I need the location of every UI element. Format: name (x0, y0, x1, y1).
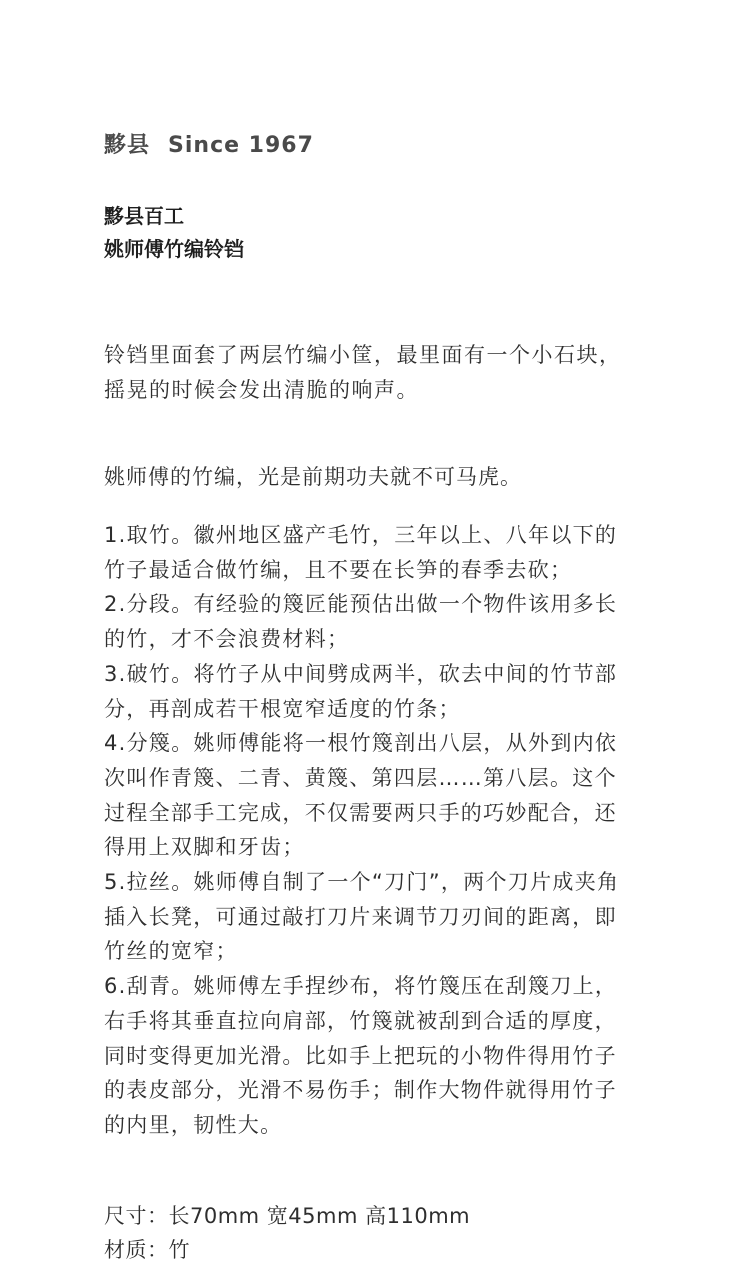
step-item: 3.破竹。将竹子从中间劈成两半，砍去中间的竹节部分，再剖成若干根宽窄适度的竹条； (104, 661, 618, 721)
process-steps (104, 518, 634, 1143)
title-line-1: 黟县百工 (104, 204, 184, 228)
step-item: 1.取竹。徽州地区盛产毛竹，三年以上、八年以下的竹子最适合做竹编，且不要在长笋的春季去砍； (104, 523, 618, 582)
intro-paragraph: 铃铛里面套了两层竹编小筐，最里面有一个小石块，摇晃的时候会发出清脆的响声。 (104, 343, 622, 402)
step-item: 5.拉丝。姚师傅自制了一个“刀门”，两个刀片成夹角插入长凳，可通过敲打刀片来调节刀刃间的距离，即竹丝的宽窄； (104, 870, 620, 964)
brand-name: 黟县 (104, 133, 151, 158)
step-item: 4.分篾。姚师傅能将一根竹篾剖出八层，从外到内依次叫作青篾、二青、黄篾、第四层……第八层。这个过程全部手工完成，不仅需要两只手的巧妙配合，还得用上双脚和牙齿； (104, 731, 618, 860)
brand-since: Since 1967 (168, 133, 314, 158)
step-item: 6.刮青。姚师傅左手捏纱布，将竹篾压在刮篾刀上，右手将其垂直拉向肩部，竹篾就被刮到合适的厚度，同时变得更加光滑。比如手上把玩的小物件得用竹子的表皮部分，光滑不易伤手；制作大物件就得用竹子的内里，韧性大。 (104, 974, 618, 1137)
spec-material: 材质：竹 (104, 1238, 190, 1262)
brand-header (104, 128, 314, 159)
product-specs (104, 1199, 634, 1267)
lead-paragraph: 姚师傅的竹编，光是前期功夫就不可马虎。 (104, 465, 522, 489)
spec-size: 尺寸：长70mm 宽45mm 高110mm (104, 1204, 471, 1228)
step-item: 2.分段。有经验的篾匠能预估出做一个物件该用多长的竹，才不会浪费材料； (104, 592, 618, 652)
article-title (104, 200, 244, 266)
title-line-2: 姚师傅竹编铃铛 (104, 237, 244, 261)
